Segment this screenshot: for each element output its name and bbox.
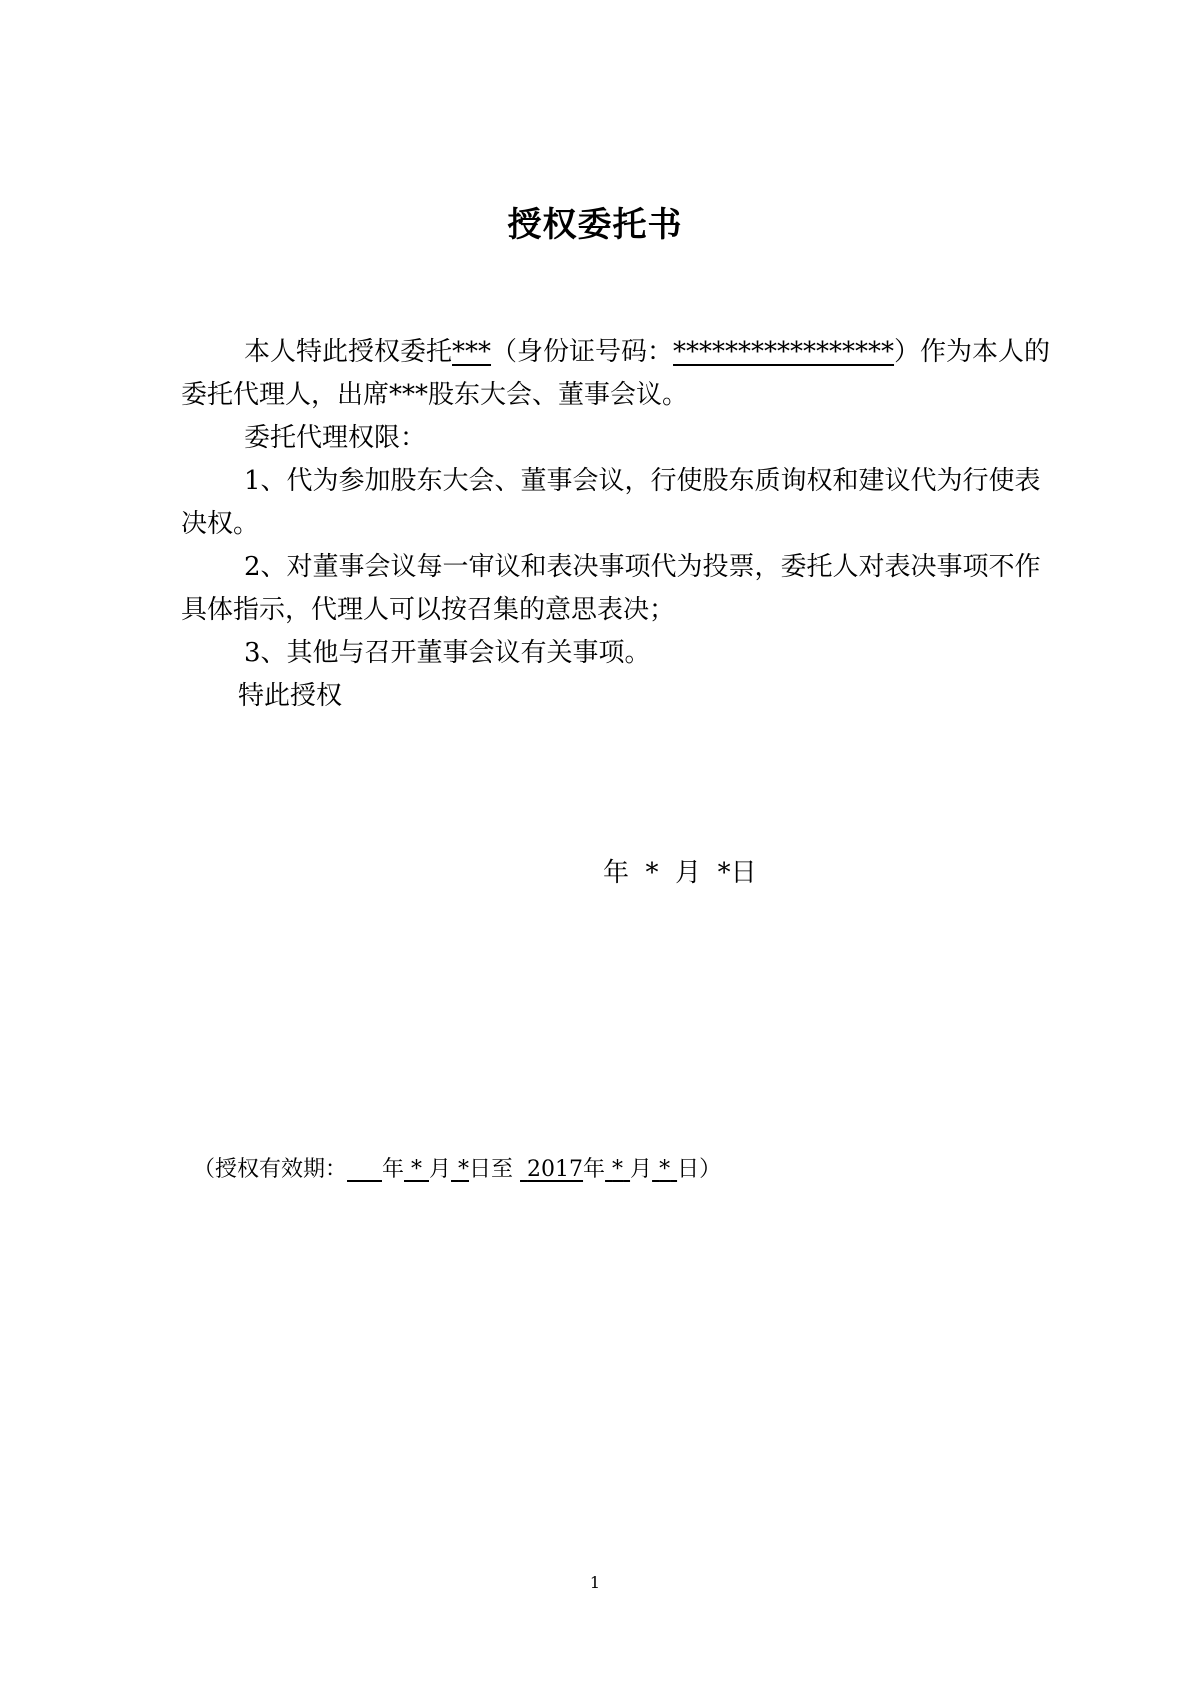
validity-year-label-1: 年 [381,1157,404,1182]
validity-to-label: 日至 [469,1157,514,1182]
validity-end-month: * [612,1157,624,1182]
validity-start-month: * [411,1157,422,1182]
validity-end-year: 2017 [527,1157,584,1182]
scope-heading: 委托代理权限： [244,423,427,453]
agent-name-field: *** [452,337,492,367]
scope-item-1: 1、代为参加股东大会、董事会议，行使股东质询权和建议代为行使表决权。 [181,466,1041,539]
date-month-label: 月 [675,858,702,888]
document-body [181,331,1051,718]
authorization-suffix: ）作为本人的委托代理人，出席***股东大会、董事会议。 [181,337,1051,410]
date-year-label: 年 [603,858,630,888]
id-number-field: ***************** [673,337,895,367]
document-title: 授权委托书 [507,205,683,245]
validity-month-label-1: 月 [429,1157,452,1182]
validity-open: （授权有效期： [193,1157,348,1182]
signature-date [603,853,757,893]
validity-end-day: * [659,1157,671,1182]
authorization-paragraph [181,331,1051,417]
page-number: 1 [589,1573,601,1592]
date-month-value: * [645,858,659,888]
closing-statement: 特此授权 [238,681,343,711]
id-label: （身份证号码： [491,337,674,367]
validity-start-day: * [458,1157,470,1182]
scope-item-2: 2、对董事会议每一审议和表决事项代为投票，委托人对表决事项不作具体指示，代理人可以按召集的意思表决； [181,552,1041,625]
validity-year-label-2: 年 [583,1157,606,1182]
validity-close: 日） [677,1157,722,1182]
validity-start-year [347,1157,382,1182]
authorization-prefix: 本人特此授权委托 [244,337,453,367]
date-day-value: * [717,858,731,888]
scope-item-3: 3、其他与召开董事会议有关事项。 [244,638,651,668]
validity-month-label-2: 月 [630,1157,653,1182]
date-day-label: 日 [730,858,757,888]
validity-period [193,1155,721,1185]
